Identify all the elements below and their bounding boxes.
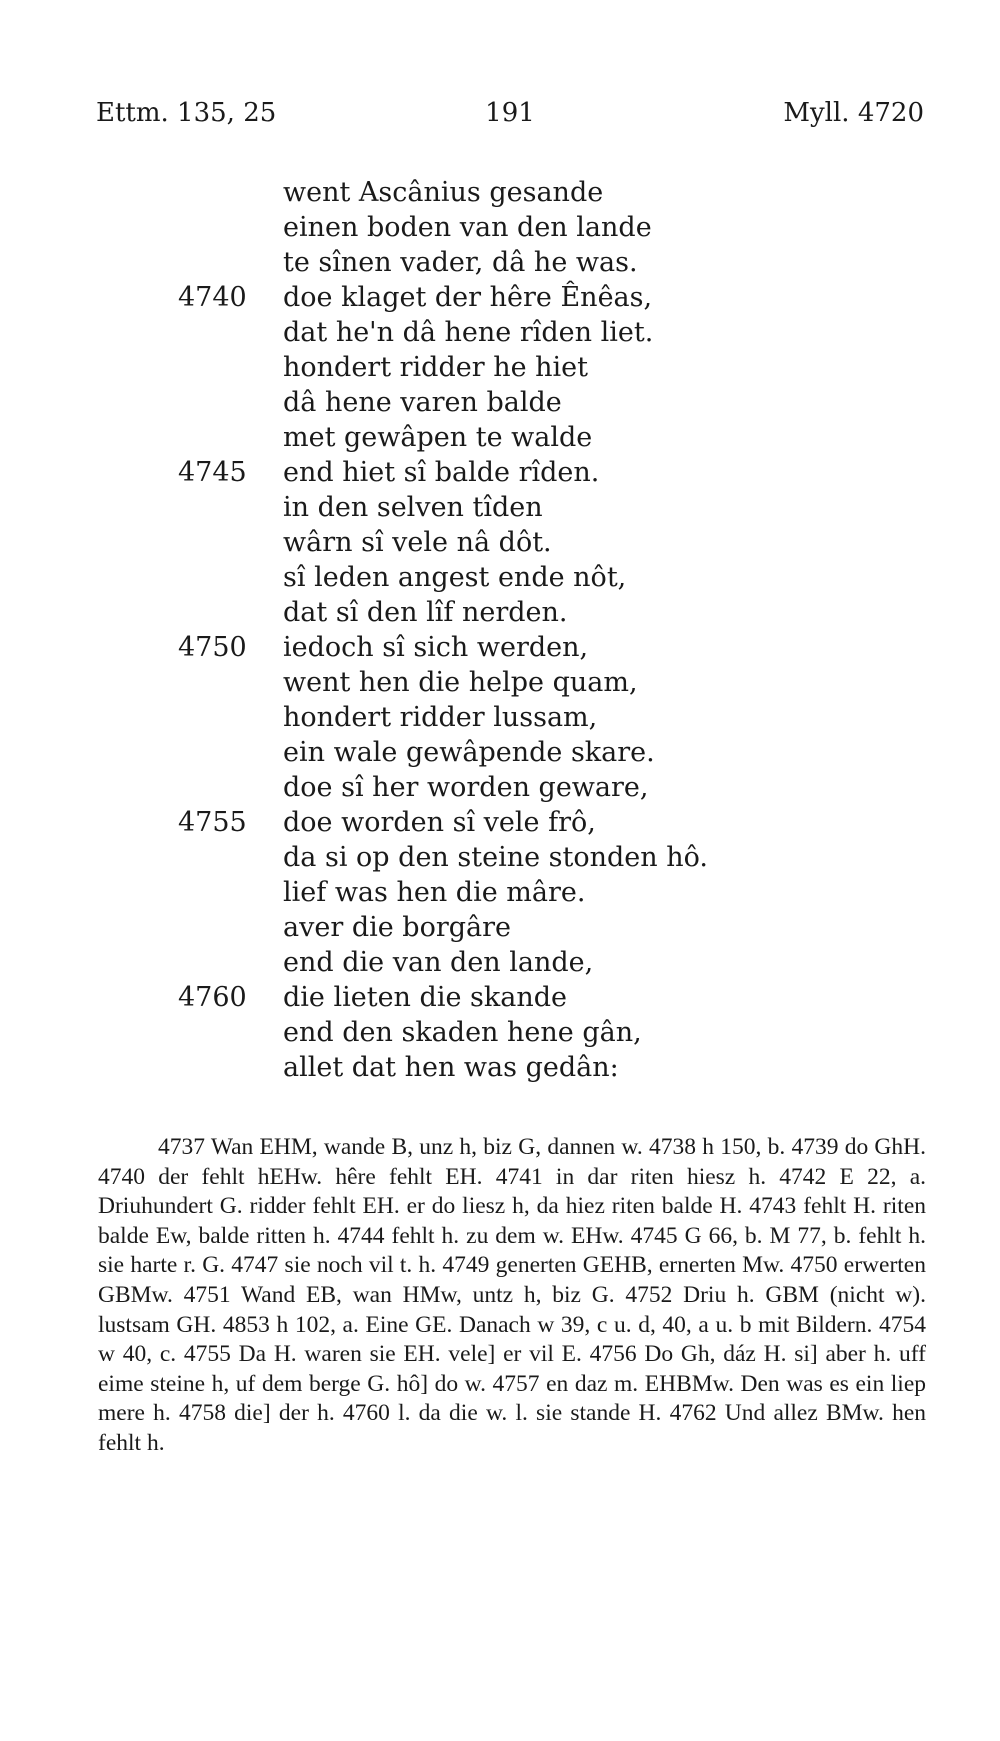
poem-text	[0, 175, 1000, 1085]
verse-line	[0, 560, 1000, 595]
verse-number: 4740	[178, 282, 247, 313]
verse-line	[0, 175, 1000, 210]
verse-line	[0, 840, 1000, 875]
verse-text: sî leden angest ende nôt,	[283, 562, 627, 593]
verse-text: hondert ridder lussam,	[283, 702, 598, 733]
verse-text: iedoch sî sich werden,	[283, 632, 589, 663]
verse-line	[0, 770, 1000, 805]
verse-text: wârn sî vele nâ dôt.	[283, 527, 552, 558]
verse-line	[0, 595, 1000, 630]
verse-line	[0, 385, 1000, 420]
verse-text: dat sî den lîf nerden.	[283, 597, 568, 628]
verse-line	[0, 420, 1000, 455]
verse-text: in den selven tîden	[283, 492, 543, 523]
verse-line	[0, 490, 1000, 525]
header-right-reference: Myll. 4720	[783, 98, 924, 128]
verse-line	[0, 525, 1000, 560]
verse-line	[0, 455, 1000, 490]
verse-line	[0, 1015, 1000, 1050]
verse-text: die lieten die skande	[283, 982, 567, 1013]
verse-text: end hiet sî balde rîden.	[283, 457, 600, 488]
verse-text: lief was hen die mâre.	[283, 877, 586, 908]
verse-line	[0, 245, 1000, 280]
verse-text: went hen die helpe quam,	[283, 667, 638, 698]
verse-line	[0, 630, 1000, 665]
verse-line	[0, 350, 1000, 385]
verse-text: aver die borgâre	[283, 912, 512, 943]
verse-line	[0, 280, 1000, 315]
verse-text: da si op den steine stonden hô.	[283, 842, 708, 873]
page-number: 191	[485, 98, 535, 128]
verse-text: went Ascânius gesande	[283, 177, 604, 208]
verse-text: einen boden van den lande	[283, 212, 652, 243]
verse-text: met gewâpen te walde	[283, 422, 593, 453]
critical-apparatus	[98, 1133, 926, 1459]
apparatus-text: 4737 Wan EHM, wande B, unz h, biz G, dannen w. 4738 h 150, b. 4739 do GhH. 4740 der fehlt hEHw. hêre fehlt EH. 4741 in dar riten hiesz h. 4742 E 22, a. Driuhundert G. ridder fehlt EH. er do liesz h, da hiez riten balde H. 4743 fehlt H. riten balde Ew, balde ritten h. 4744 fehlt h. zu dem w. EHw. 4745 G 66, b. M 77, b. fehlt h. sie harte r. G. 4747 sie noch vil t. h. 4749 generten GEHB, ernerten Mw. 4750 erwerten GBMw. 4751 Wand EB, wan HMw, untz h, biz G. 4752 Driu h. GBM (nicht w). lustsam GH. 4853 h 102, a. Eine GE. Danach w 39, c u. d, 40, a u. b mit Bildern. 4754 w 40, c. 4755 Da H. waren sie EH. vele] er vil E. 4756 Do Gh, dáz H. si] aber h. uff eime steine h, uf dem berge G. hô] do w. 4757 en daz m. EHBMw. Den was es ein liep mere h. 4758 die] der h. 4760 l. da die w. l. sie stande H. 4762 Und allez BMw. hen fehlt h.	[98, 1134, 926, 1456]
verse-text: te sînen vader, dâ he was.	[283, 247, 638, 278]
verse-text: doe sî her worden geware,	[283, 772, 649, 803]
verse-text: ein wale gewâpende skare.	[283, 737, 655, 768]
verse-text: allet dat hen was gedân:	[283, 1052, 619, 1083]
verse-number: 4760	[178, 982, 247, 1013]
verse-number: 4755	[178, 807, 247, 838]
verse-text: hondert ridder he hiet	[283, 352, 589, 383]
verse-line	[0, 665, 1000, 700]
verse-line	[0, 910, 1000, 945]
verse-line	[0, 315, 1000, 350]
verse-number: 4750	[178, 632, 247, 663]
verse-text: doe klaget der hêre Ênêas,	[283, 282, 653, 313]
verse-line	[0, 980, 1000, 1015]
verse-line	[0, 735, 1000, 770]
verse-text: dâ hene varen balde	[283, 387, 562, 418]
verse-text: dat he'n dâ hene rîden liet.	[283, 317, 654, 348]
verse-line	[0, 210, 1000, 245]
verse-line	[0, 945, 1000, 980]
verse-line	[0, 875, 1000, 910]
verse-line	[0, 1050, 1000, 1085]
verse-text: end die van den lande,	[283, 947, 594, 978]
header-left-reference: Ettm. 135, 25	[96, 98, 277, 128]
verse-text: doe worden sî vele frô,	[283, 807, 596, 838]
verse-line	[0, 700, 1000, 735]
running-header	[96, 98, 924, 134]
verse-number: 4745	[178, 457, 247, 488]
verse-text: end den skaden hene gân,	[283, 1017, 642, 1048]
verse-line	[0, 805, 1000, 840]
